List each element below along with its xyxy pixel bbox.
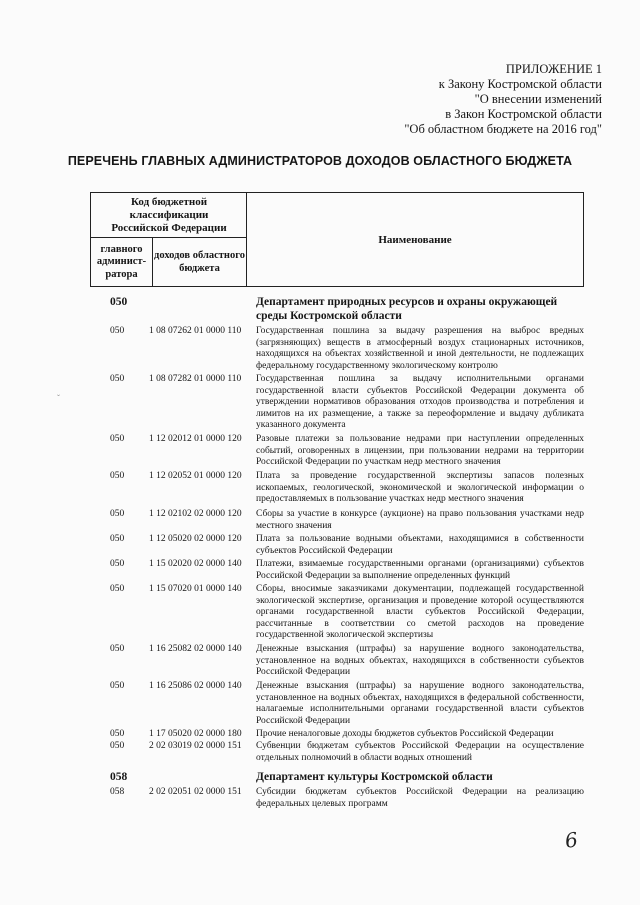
row-name: Субвенции бюджетам субъектов Российской Федерации на осуществление отдельных полномочий в области водных отношений: [256, 741, 584, 763]
appendix-line: ПРИЛОЖЕНИЕ 1: [505, 62, 602, 76]
income-code: 1 17 05020 02 0000 180: [149, 729, 242, 739]
admin-code: 050: [110, 471, 125, 481]
admin-code: 050: [110, 644, 125, 654]
row-name: Разовые платежи за пользование недрами при наступлении определенных событий, оговоренных в лицензии, при пользовании недрами на территории Российской Федерации по участкам недр местного значения: [256, 434, 584, 467]
header-name: Наименование: [378, 233, 452, 246]
income-code: 1 15 07020 01 0000 140: [149, 584, 242, 594]
page-number: 6: [563, 827, 580, 853]
row-name: Государственная пошлина за выдачу разрешения на выброс вредных (загрязняющих) веществ в атмосферный воздух стационарных источников, находящихся на объектах хозяйственной и иной деятельности, не подлежащих федеральному государственному экологическому контролю: [256, 326, 584, 371]
income-code: 1 08 07282 01 0000 110: [149, 374, 242, 384]
header-income: доходов областного бюджета: [154, 250, 245, 274]
appendix-line: к Закону Костромской области: [438, 77, 602, 91]
admin-code: 050: [110, 434, 125, 444]
row-name: Прочие неналоговые доходы бюджетов субъектов Российской Федерации: [256, 729, 554, 739]
admin-code: 050: [110, 326, 125, 336]
row-name: Сборы за участие в конкурсе (аукционе) на право пользования участками недр местного значения: [256, 509, 584, 531]
row-name: Департамент культуры Костромской области: [256, 771, 493, 783]
appendix-line: "О внесении изменений: [474, 92, 602, 106]
appendix-line: в Закон Костромской области: [445, 107, 602, 121]
admin-code: 050: [110, 741, 125, 751]
admin-code: 050: [110, 296, 128, 308]
income-code: 1 16 25082 02 0000 140: [149, 644, 242, 654]
row-name: Государственная пошлина за выдачу исполнительными органами государственной власти субъектов Российской Федерации документа об утверждении нормативов образования отходов производства и потребления и лимитов на их размещение, а также за переоформление и выдачу дубликата указанного документа: [256, 374, 584, 430]
admin-code: 050: [110, 729, 125, 739]
income-code: 2 02 03019 02 0000 151: [149, 741, 242, 751]
header-code-title: Код бюджетной классификации Российской Федерации: [91, 193, 247, 238]
income-code: 1 12 02102 02 0000 120: [149, 509, 242, 519]
row-name: Департамент природных ресурсов и охраны окружающей среды Костромской области: [256, 296, 558, 322]
admin-code: 058: [110, 771, 128, 783]
income-code: 1 12 02052 01 0000 120: [149, 471, 242, 481]
income-code: 1 12 02012 01 0000 120: [149, 434, 242, 444]
admin-code: 050: [110, 509, 125, 519]
admin-code: 058: [110, 787, 125, 797]
scan-mark: ˇ: [57, 393, 60, 403]
admin-code: 050: [110, 559, 125, 569]
row-name: Платежи, взимаемые государственными органами (организациями) субъектов Российской Федерации за выполнение определенных функций: [256, 559, 584, 581]
income-code: 1 16 25086 02 0000 140: [149, 681, 242, 691]
admin-code: 050: [110, 374, 125, 384]
header-main-admin: главного админист-ратора: [91, 238, 153, 287]
row-name: Сборы, вносимые заказчиками документации, подлежащей государственной экологической экспертизе, организация и проведение которой осуществляются органами государственной власти субъектов Российской Федерации, рассчитанные в соответствии со сметой расходов на проведение государственной экологической экспертизы: [256, 584, 584, 640]
row-name: Плата за пользование водными объектами, находящимися в собственности субъектов Российской Федерации: [256, 534, 584, 556]
income-code: 1 15 02020 02 0000 140: [149, 559, 242, 569]
row-name: Плата за проведение государственной экспертизы запасов полезных ископаемых, геологической, экономической и экологической информации о предоставляемых в пользование участках недр местного значения: [256, 471, 584, 504]
document-title: ПЕРЕЧЕНЬ ГЛАВНЫХ АДМИНИСТРАТОРОВ ДОХОДОВ ОБЛАСТНОГО БЮДЖЕТА: [67, 154, 573, 168]
row-name: Субсидии бюджетам субъектов Российской Федерации на реализацию федеральных целевых программ: [256, 787, 584, 809]
admin-code: 050: [110, 584, 125, 594]
admin-code: 050: [110, 534, 125, 544]
income-code: 1 08 07262 01 0000 110: [149, 326, 242, 336]
admin-code: 050: [110, 681, 125, 691]
income-code: 1 12 05020 02 0000 120: [149, 534, 242, 544]
appendix-line: "Об областном бюджете на 2016 год": [404, 122, 602, 136]
row-name: Денежные взыскания (штрафы) за нарушение водного законодательства, установленное на водных объектах, находящихся в федеральной собственности, налагаемые исполнительными органами государственной власти субъектов Российской Федерации: [256, 681, 584, 726]
income-code: 2 02 02051 02 0000 151: [149, 787, 242, 797]
row-name: Денежные взыскания (штрафы) за нарушение водного законодательства, установленное на водных объектах, находящихся в собственности субъектов Российской Федерации: [256, 644, 584, 677]
